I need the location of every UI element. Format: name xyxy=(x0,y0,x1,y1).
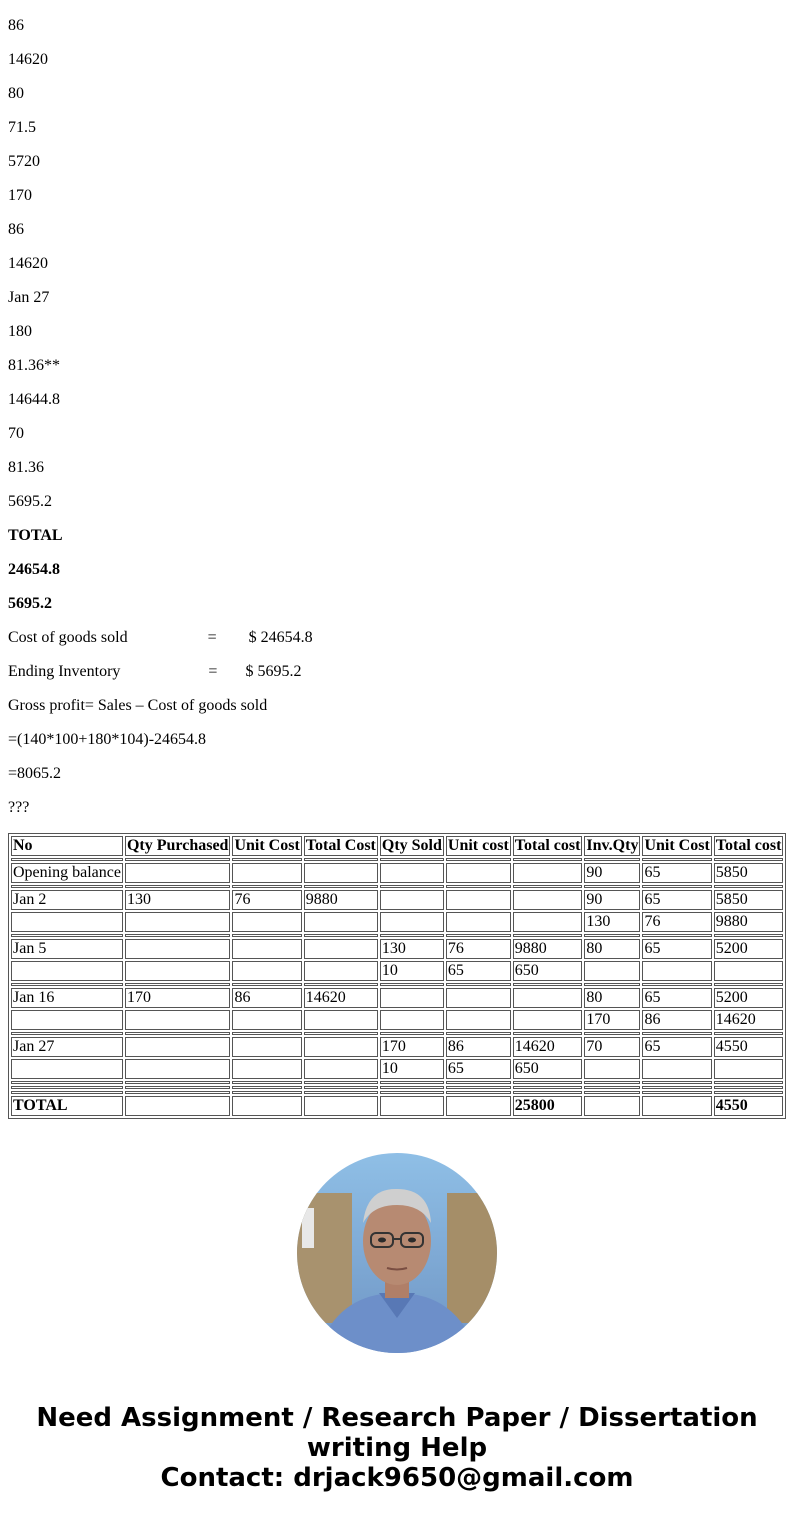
text-line: 5695.2 xyxy=(8,595,52,612)
text-line: TOTAL xyxy=(8,527,63,544)
table-cell xyxy=(446,1096,511,1116)
text-line: 80 xyxy=(8,85,24,102)
footer-line-1: Need Assignment / Research Paper / Dissertation xyxy=(36,1403,758,1433)
table-cell: 5850 xyxy=(714,863,784,883)
table-cell: 5200 xyxy=(714,988,784,1008)
table-cell xyxy=(125,1096,230,1116)
table-cell xyxy=(232,1096,301,1116)
table-cell: Inv.Qty xyxy=(586,837,639,854)
separator-cell xyxy=(304,983,378,986)
separator-cell xyxy=(304,1091,378,1094)
separator-cell xyxy=(513,858,583,861)
fifo-table-body xyxy=(11,836,783,1116)
table-row xyxy=(11,961,783,981)
table-cell xyxy=(11,1010,123,1030)
separator-cell xyxy=(714,1081,784,1084)
table-cell xyxy=(714,961,784,981)
separator-cell xyxy=(642,1086,711,1089)
table-cell: Jan 27 xyxy=(11,1037,123,1057)
table-cell: 9880 xyxy=(513,939,583,959)
separator-cell xyxy=(446,1086,511,1089)
table-cell: 130 xyxy=(380,939,444,959)
table-cell: 65 xyxy=(642,890,711,910)
separator-cell xyxy=(513,885,583,888)
table-cell: 65 xyxy=(446,961,511,981)
table-cell xyxy=(513,863,583,883)
separator-cell xyxy=(380,858,444,861)
table-cell: Unit cost xyxy=(447,837,509,854)
separator-cell xyxy=(11,1086,123,1089)
separator-cell xyxy=(446,1091,511,1094)
table-cell: 90 xyxy=(584,890,640,910)
table-row xyxy=(11,988,783,1008)
table-cell xyxy=(513,912,583,932)
table-cell xyxy=(304,1037,378,1057)
table-cell xyxy=(232,912,301,932)
separator-cell xyxy=(380,1081,444,1084)
table-cell: 65 xyxy=(642,1037,711,1057)
text-line: Ending Inventory = $ 5695.2 xyxy=(8,663,302,680)
content-lines xyxy=(8,17,313,833)
separator-cell xyxy=(584,858,640,861)
text-line: Jan 27 xyxy=(8,289,50,306)
table-cell xyxy=(380,1096,444,1116)
separator-cell xyxy=(446,1081,511,1084)
table-row xyxy=(11,890,783,910)
table-header-row xyxy=(11,836,783,856)
table-cell: 76 xyxy=(642,912,711,932)
table-cell: 14620 xyxy=(714,1010,784,1030)
text-line: 14620 xyxy=(8,51,48,68)
separator-cell xyxy=(446,983,511,986)
table-cell: 25800 xyxy=(513,1096,583,1116)
table-cell xyxy=(380,912,444,932)
table-cell xyxy=(513,890,583,910)
separator-cell xyxy=(304,858,378,861)
table-cell: Total Cost xyxy=(305,837,376,854)
table-cell xyxy=(513,1010,583,1030)
table-cell: No xyxy=(11,836,123,856)
separator-cell xyxy=(380,983,444,986)
table-separator-row xyxy=(11,1032,783,1035)
table-cell: Jan 2 xyxy=(11,890,123,910)
text-line: 86 xyxy=(8,221,24,238)
separator-cell xyxy=(304,934,378,937)
text-line: 5695.2 xyxy=(8,493,52,510)
table-cell: 9880 xyxy=(714,912,784,932)
separator-cell xyxy=(380,1032,444,1035)
table-cell xyxy=(446,912,511,932)
table-cell: 4550 xyxy=(714,1037,784,1057)
table-cell: 5850 xyxy=(714,890,784,910)
text-line: 24654.8 xyxy=(8,561,60,578)
table-separator-row xyxy=(11,858,783,861)
table-cell: 65 xyxy=(642,939,711,959)
separator-cell xyxy=(714,1091,784,1094)
separator-cell xyxy=(642,858,711,861)
table-row xyxy=(11,863,783,883)
separator-cell xyxy=(125,1091,230,1094)
table-cell xyxy=(304,961,378,981)
table-cell: 76 xyxy=(446,939,511,959)
table-cell: 70 xyxy=(584,1037,640,1057)
separator-cell xyxy=(125,858,230,861)
separator-cell xyxy=(584,1081,640,1084)
text-line: 14620 xyxy=(8,255,48,272)
contact-footer xyxy=(0,1403,794,1493)
table-separator-row xyxy=(11,1081,783,1084)
separator-cell xyxy=(304,885,378,888)
text-line: 5720 xyxy=(8,153,40,170)
table-cell: Opening balance xyxy=(13,864,121,881)
separator-cell xyxy=(232,1091,301,1094)
separator-cell xyxy=(714,858,784,861)
separator-cell xyxy=(714,934,784,937)
table-cell xyxy=(232,939,301,959)
separator-cell xyxy=(232,983,301,986)
table-cell xyxy=(380,890,444,910)
separator-cell xyxy=(125,1081,230,1084)
text-line: =(140*100+180*104)-24654.8 xyxy=(8,731,207,748)
separator-cell xyxy=(304,1081,378,1084)
separator-cell xyxy=(380,885,444,888)
table-row xyxy=(11,1059,783,1079)
table-cell xyxy=(446,890,511,910)
separator-cell xyxy=(232,1086,301,1089)
separator-cell xyxy=(446,1032,511,1035)
separator-cell xyxy=(642,1081,711,1084)
table-cell xyxy=(380,988,444,1008)
table-row xyxy=(11,939,783,959)
table-cell xyxy=(584,1059,640,1079)
text-line: Cost of goods sold = $ 24654.8 xyxy=(8,629,313,646)
table-cell xyxy=(304,1010,378,1030)
separator-cell xyxy=(11,1081,123,1084)
separator-cell xyxy=(304,1032,378,1035)
separator-cell xyxy=(513,1032,583,1035)
table-cell: 4550 xyxy=(714,1096,784,1116)
table-cell xyxy=(446,1010,511,1030)
separator-cell xyxy=(446,858,511,861)
separator-cell xyxy=(380,934,444,937)
separator-cell xyxy=(11,1032,123,1035)
separator-cell xyxy=(11,885,123,888)
table-cell xyxy=(232,1010,301,1030)
table-cell xyxy=(304,1059,378,1079)
table-cell: 86 xyxy=(446,1037,511,1057)
table-cell xyxy=(446,988,511,1008)
table-cell: 650 xyxy=(513,1059,583,1079)
table-cell: Jan 16 xyxy=(11,988,123,1008)
table-separator-row xyxy=(11,1086,783,1089)
table-cell: 10 xyxy=(380,961,444,981)
table-cell: 80 xyxy=(584,988,640,1008)
table-cell xyxy=(304,939,378,959)
table-cell: 170 xyxy=(125,988,230,1008)
separator-cell xyxy=(125,983,230,986)
table-row xyxy=(11,1010,783,1030)
table-cell: 9880 xyxy=(304,890,378,910)
table-cell xyxy=(304,863,378,883)
separator-cell xyxy=(714,1032,784,1035)
table-cell: Qty Purchased xyxy=(126,837,229,854)
table-cell: Qty Sold xyxy=(381,837,442,854)
table-cell: 130 xyxy=(584,912,640,932)
separator-cell xyxy=(513,1091,583,1094)
separator-cell xyxy=(11,934,123,937)
table-cell: 65 xyxy=(642,863,711,883)
text-line: =8065.2 xyxy=(8,765,62,782)
table-separator-row xyxy=(11,983,783,986)
table-cell: 5200 xyxy=(714,939,784,959)
text-line: 81.36** xyxy=(8,357,60,374)
separator-cell xyxy=(584,983,640,986)
separator-cell xyxy=(232,1081,301,1084)
table-row xyxy=(11,912,783,932)
table-cell: 65 xyxy=(642,988,711,1008)
separator-cell xyxy=(232,858,301,861)
separator-cell xyxy=(380,1086,444,1089)
table-separator-row xyxy=(11,1091,783,1094)
table-cell xyxy=(446,863,511,883)
separator-cell xyxy=(125,1086,230,1089)
table-cell xyxy=(380,1010,444,1030)
separator-cell xyxy=(513,1081,583,1084)
table-cell xyxy=(513,988,583,1008)
table-cell: 170 xyxy=(584,1010,640,1030)
table-cell xyxy=(380,863,444,883)
table-cell xyxy=(304,1096,378,1116)
table-cell: Unit Cost xyxy=(644,837,710,854)
table-row xyxy=(11,1037,783,1057)
separator-cell xyxy=(513,1086,583,1089)
table-cell xyxy=(642,961,711,981)
footer-line-3: Contact: drjack9650@gmail.com xyxy=(160,1463,634,1493)
table-cell: TOTAL xyxy=(11,1096,123,1116)
separator-cell xyxy=(232,1032,301,1035)
table-separator-row xyxy=(11,934,783,937)
table-cell xyxy=(125,863,230,883)
table-cell: 14620 xyxy=(513,1037,583,1057)
separator-cell xyxy=(714,983,784,986)
table-cell xyxy=(125,939,230,959)
table-cell: 86 xyxy=(232,988,301,1008)
table-cell: 650 xyxy=(513,961,583,981)
text-line: ??? xyxy=(8,799,30,816)
table-cell xyxy=(125,1037,230,1057)
separator-cell xyxy=(584,1032,640,1035)
table-cell: 90 xyxy=(584,863,640,883)
table-cell: 65 xyxy=(446,1059,511,1079)
table-cell: 14620 xyxy=(304,988,378,1008)
separator-cell xyxy=(232,885,301,888)
table-cell: Unit Cost xyxy=(234,837,300,854)
table-cell xyxy=(232,1037,301,1057)
table-cell xyxy=(232,863,301,883)
table-cell xyxy=(11,912,123,932)
table-cell xyxy=(642,1059,711,1079)
footer-line-2: writing Help xyxy=(306,1433,488,1463)
table-cell xyxy=(11,961,123,981)
separator-cell xyxy=(584,934,640,937)
table-cell xyxy=(304,912,378,932)
separator-cell xyxy=(513,934,583,937)
separator-cell xyxy=(584,885,640,888)
author-portrait-image xyxy=(297,1153,497,1353)
table-cell xyxy=(714,1059,784,1079)
table-cell: Jan 5 xyxy=(11,939,123,959)
text-line: 180 xyxy=(8,323,32,340)
separator-cell xyxy=(584,1091,640,1094)
text-line: Gross profit= Sales – Cost of goods sold xyxy=(8,697,268,714)
separator-cell xyxy=(513,983,583,986)
separator-cell xyxy=(642,983,711,986)
text-line: 71.5 xyxy=(8,119,36,136)
separator-cell xyxy=(380,1091,444,1094)
table-cell xyxy=(125,1059,230,1079)
text-line: 70 xyxy=(8,425,24,442)
separator-cell xyxy=(446,885,511,888)
table-cell xyxy=(11,1059,123,1079)
separator-cell xyxy=(125,934,230,937)
table-cell: 10 xyxy=(380,1059,444,1079)
table-cell: 170 xyxy=(380,1037,444,1057)
separator-cell xyxy=(11,1091,123,1094)
text-line: 14644.8 xyxy=(8,391,60,408)
separator-cell xyxy=(11,983,123,986)
table-cell xyxy=(232,1059,301,1079)
table-cell: Total cost xyxy=(715,837,782,854)
separator-cell xyxy=(125,885,230,888)
table-cell xyxy=(584,1096,640,1116)
table-cell xyxy=(232,961,301,981)
separator-cell xyxy=(714,885,784,888)
table-separator-row xyxy=(11,885,783,888)
table-total-row xyxy=(11,1096,783,1116)
text-line: 86 xyxy=(8,17,24,34)
author-photo xyxy=(297,1153,497,1353)
fifo-inventory-table xyxy=(8,833,786,1119)
table-cell xyxy=(584,961,640,981)
table-cell xyxy=(125,961,230,981)
separator-cell xyxy=(304,1086,378,1089)
separator-cell xyxy=(642,1032,711,1035)
separator-cell xyxy=(232,934,301,937)
table-cell: 130 xyxy=(125,890,230,910)
separator-cell xyxy=(11,858,123,861)
table-cell xyxy=(125,912,230,932)
separator-cell xyxy=(584,1086,640,1089)
text-line: 170 xyxy=(8,187,32,204)
table-cell: 86 xyxy=(642,1010,711,1030)
separator-cell xyxy=(642,934,711,937)
separator-cell xyxy=(642,885,711,888)
separator-cell xyxy=(642,1091,711,1094)
table-cell: Total cost xyxy=(514,837,581,854)
text-line: 81.36 xyxy=(8,459,44,476)
separator-cell xyxy=(446,934,511,937)
table-cell: 80 xyxy=(584,939,640,959)
table-cell xyxy=(642,1096,711,1116)
separator-cell xyxy=(714,1086,784,1089)
table-cell xyxy=(125,1010,230,1030)
separator-cell xyxy=(125,1032,230,1035)
table-cell: 76 xyxy=(232,890,301,910)
